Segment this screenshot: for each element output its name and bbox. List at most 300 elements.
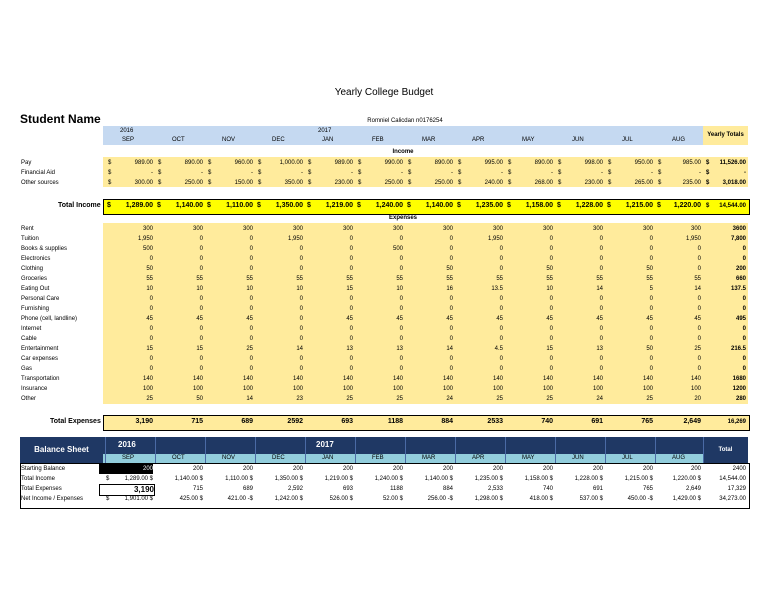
expense-cell[interactable]: 45 (546, 316, 553, 322)
expense-cell[interactable]: 13 (396, 346, 403, 352)
expense-cell[interactable]: 10 (146, 286, 153, 292)
expense-cell[interactable]: 0 (349, 246, 353, 252)
expense-cell[interactable]: 0 (199, 256, 203, 262)
income-cell[interactable]: - (151, 170, 153, 176)
balance-cell[interactable]: 1,298.00 $ (474, 496, 503, 502)
expense-cell[interactable]: 0 (697, 366, 701, 372)
balance-cell[interactable]: 2,592 (287, 486, 303, 492)
expense-cell[interactable]: 0 (549, 246, 553, 252)
expense-cell[interactable]: 0 (199, 366, 203, 372)
expense-cell[interactable]: 300 (542, 226, 553, 232)
expense-cell[interactable]: 0 (599, 336, 603, 342)
expense-cell[interactable]: 10 (296, 286, 303, 292)
expense-cell[interactable]: 25 (694, 346, 701, 352)
expense-cell[interactable]: 140 (142, 376, 153, 382)
expense-cell[interactable]: 14 (694, 286, 701, 292)
expense-cell[interactable]: 15 (346, 286, 353, 292)
balance-cell[interactable]: 200 (342, 466, 353, 472)
expense-cell[interactable]: 0 (149, 296, 153, 302)
expense-cell[interactable]: 300 (142, 226, 153, 232)
expense-cell[interactable]: 300 (592, 226, 603, 232)
expense-cell[interactable]: 0 (499, 296, 503, 302)
expense-cell[interactable]: 5 (649, 286, 653, 292)
expense-cell[interactable]: 24 (596, 396, 603, 402)
expense-cell[interactable]: 15 (196, 346, 203, 352)
income-cell[interactable]: 990.00 (384, 160, 403, 166)
expense-cell[interactable]: 0 (199, 326, 203, 332)
expense-cell[interactable]: 10 (546, 286, 553, 292)
expense-cell[interactable]: 25 (246, 346, 253, 352)
income-cell[interactable]: 890.00 (434, 160, 453, 166)
expense-cell[interactable]: 0 (499, 336, 503, 342)
expense-cell[interactable]: 25 (546, 396, 553, 402)
expense-cell[interactable]: 50 (646, 346, 653, 352)
balance-cell[interactable]: 537.00 $ (579, 496, 603, 502)
balance-cell[interactable]: 3,190 (99, 484, 155, 496)
income-cell[interactable]: - (601, 170, 603, 176)
balance-cell[interactable]: 1,140.00 $ (424, 476, 453, 482)
balance-cell[interactable]: 1,220.00 $ (672, 476, 701, 482)
expense-cell[interactable]: 0 (499, 266, 503, 272)
expense-cell[interactable]: 0 (349, 256, 353, 262)
expense-cell[interactable]: 140 (642, 376, 653, 382)
income-cell[interactable]: - (201, 170, 203, 176)
expense-cell[interactable]: 0 (649, 236, 653, 242)
balance-cell[interactable]: 1188 (390, 486, 403, 492)
expense-cell[interactable]: 0 (649, 306, 653, 312)
expense-cell[interactable]: 0 (399, 296, 403, 302)
expense-cell[interactable]: 0 (299, 356, 303, 362)
income-cell[interactable]: - (301, 170, 303, 176)
expense-cell[interactable]: 300 (192, 226, 203, 232)
expense-cell[interactable]: 140 (592, 376, 603, 382)
expense-cell[interactable]: 13.5 (491, 286, 503, 292)
expense-cell[interactable]: 50 (646, 266, 653, 272)
expense-cell[interactable]: 55 (496, 276, 503, 282)
balance-cell[interactable]: 1,110.00 $ (225, 476, 253, 482)
expense-cell[interactable]: 100 (142, 386, 153, 392)
balance-cell[interactable]: 52.00 $ (382, 496, 403, 502)
expense-cell[interactable]: 45 (346, 316, 353, 322)
expense-cell[interactable]: 140 (542, 376, 553, 382)
expense-cell[interactable]: 140 (392, 376, 403, 382)
expense-cell[interactable]: 0 (249, 256, 253, 262)
income-cell[interactable]: 235.00 (682, 180, 701, 186)
expense-cell[interactable]: 100 (392, 386, 403, 392)
expense-cell[interactable]: 0 (599, 246, 603, 252)
income-cell[interactable]: - (401, 170, 403, 176)
income-cell[interactable]: 300.00 (134, 180, 153, 186)
expense-cell[interactable]: 0 (249, 306, 253, 312)
balance-cell[interactable]: 740 (542, 486, 553, 492)
expense-cell[interactable]: 0 (149, 256, 153, 262)
balance-cell[interactable]: 1,429.00 $ (672, 496, 701, 502)
expense-cell[interactable]: 0 (649, 356, 653, 362)
expense-cell[interactable]: 140 (192, 376, 203, 382)
balance-cell[interactable]: 418.00 $ (529, 496, 553, 502)
balance-cell[interactable]: 421.00 -$ (227, 496, 253, 502)
expense-cell[interactable]: 0 (449, 246, 453, 252)
expense-cell[interactable]: 300 (690, 226, 701, 232)
expense-cell[interactable]: 1,950 (287, 236, 303, 242)
income-cell[interactable]: 985.00 (682, 160, 701, 166)
expense-cell[interactable]: 0 (249, 246, 253, 252)
expense-cell[interactable]: 0 (299, 296, 303, 302)
expense-cell[interactable]: 140 (292, 376, 303, 382)
expense-cell[interactable]: 0 (697, 336, 701, 342)
expense-cell[interactable]: 0 (299, 246, 303, 252)
expense-cell[interactable]: 0 (299, 366, 303, 372)
expense-cell[interactable]: 0 (697, 256, 701, 262)
balance-cell[interactable]: 693 (342, 486, 353, 492)
balance-cell[interactable]: 1,158.00 $ (524, 476, 553, 482)
expense-cell[interactable]: 0 (599, 236, 603, 242)
income-cell[interactable]: 998.00 (584, 160, 603, 166)
expense-cell[interactable]: 140 (242, 376, 253, 382)
expense-cell[interactable]: 45 (694, 316, 701, 322)
expense-cell[interactable]: 55 (296, 276, 303, 282)
expense-cell[interactable]: 55 (446, 276, 453, 282)
balance-cell[interactable]: 1,289.00 $ (124, 476, 153, 482)
expense-cell[interactable]: 23 (296, 396, 303, 402)
expense-cell[interactable]: 25 (396, 396, 403, 402)
expense-cell[interactable]: 55 (546, 276, 553, 282)
expense-cell[interactable]: 0 (299, 306, 303, 312)
expense-cell[interactable]: 50 (446, 266, 453, 272)
expense-cell[interactable]: 50 (546, 266, 553, 272)
income-cell[interactable]: 230.00 (334, 180, 353, 186)
expense-cell[interactable]: 0 (549, 336, 553, 342)
expense-cell[interactable]: 0 (649, 296, 653, 302)
expense-cell[interactable]: 0 (599, 326, 603, 332)
expense-cell[interactable]: 300 (642, 226, 653, 232)
expense-cell[interactable]: 20 (694, 396, 701, 402)
expense-cell[interactable]: 0 (649, 256, 653, 262)
balance-cell[interactable]: 1,140.00 $ (174, 476, 203, 482)
income-cell[interactable]: - (451, 170, 453, 176)
expense-cell[interactable]: 0 (399, 266, 403, 272)
expense-cell[interactable]: 0 (697, 306, 701, 312)
income-cell[interactable]: 995.00 (484, 160, 503, 166)
expense-cell[interactable]: 45 (146, 316, 153, 322)
income-cell[interactable]: - (351, 170, 353, 176)
expense-cell[interactable]: 55 (346, 276, 353, 282)
expense-cell[interactable]: 25 (146, 396, 153, 402)
income-cell[interactable]: - (651, 170, 653, 176)
balance-cell[interactable]: 200 (242, 466, 253, 472)
expense-cell[interactable]: 0 (249, 336, 253, 342)
income-cell[interactable]: 150.00 (234, 180, 253, 186)
expense-cell[interactable]: 0 (449, 256, 453, 262)
expense-cell[interactable]: 0 (399, 256, 403, 262)
expense-cell[interactable]: 15 (146, 346, 153, 352)
expense-cell[interactable]: 55 (396, 276, 403, 282)
expense-cell[interactable]: 13 (596, 346, 603, 352)
income-cell[interactable]: 989.00 (334, 160, 353, 166)
expense-cell[interactable]: 0 (349, 336, 353, 342)
income-cell[interactable]: 989.00 (134, 160, 153, 166)
expense-cell[interactable]: 0 (399, 306, 403, 312)
balance-cell[interactable]: 200 (492, 466, 503, 472)
expense-cell[interactable]: 25 (496, 396, 503, 402)
balance-cell[interactable]: 1,242.00 $ (274, 496, 303, 502)
balance-cell[interactable]: 1,350.00 $ (274, 476, 303, 482)
expense-cell[interactable]: 50 (146, 266, 153, 272)
expense-cell[interactable]: 55 (196, 276, 203, 282)
balance-cell[interactable]: 200 (192, 466, 203, 472)
expense-cell[interactable]: 0 (199, 306, 203, 312)
expense-cell[interactable]: 45 (396, 316, 403, 322)
expense-cell[interactable]: 0 (649, 246, 653, 252)
expense-cell[interactable]: 55 (694, 276, 701, 282)
expense-cell[interactable]: 0 (249, 266, 253, 272)
balance-cell[interactable]: 425.00 $ (179, 496, 203, 502)
expense-cell[interactable]: 0 (199, 236, 203, 242)
income-cell[interactable]: 1,000.00 (279, 160, 303, 166)
income-cell[interactable]: 890.00 (184, 160, 203, 166)
income-cell[interactable]: 960.00 (234, 160, 253, 166)
expense-cell[interactable]: 55 (246, 276, 253, 282)
income-cell[interactable]: - (699, 170, 701, 176)
expense-cell[interactable]: 100 (642, 386, 653, 392)
expense-cell[interactable]: 45 (446, 316, 453, 322)
balance-cell[interactable]: 200 (292, 466, 303, 472)
expense-cell[interactable]: 45 (196, 316, 203, 322)
expense-cell[interactable]: 50 (196, 396, 203, 402)
balance-cell[interactable]: 200 (690, 466, 701, 472)
expense-cell[interactable]: 0 (697, 296, 701, 302)
expense-cell[interactable]: 0 (499, 356, 503, 362)
expense-cell[interactable]: 140 (342, 376, 353, 382)
expense-cell[interactable]: 10 (196, 286, 203, 292)
expense-cell[interactable]: 500 (142, 246, 153, 252)
expense-cell[interactable]: 55 (146, 276, 153, 282)
income-cell[interactable]: - (251, 170, 253, 176)
balance-cell[interactable]: 1,228.00 $ (574, 476, 603, 482)
expense-cell[interactable]: 100 (592, 386, 603, 392)
expense-cell[interactable]: 140 (442, 376, 453, 382)
expense-cell[interactable]: 45 (496, 316, 503, 322)
balance-cell[interactable]: 200 (592, 466, 603, 472)
expense-cell[interactable]: 0 (399, 336, 403, 342)
balance-cell[interactable]: 1,901.00 $ (124, 496, 153, 502)
expense-cell[interactable]: 100 (242, 386, 253, 392)
expense-cell[interactable]: 100 (492, 386, 503, 392)
balance-cell[interactable]: 200 (99, 464, 153, 474)
expense-cell[interactable]: 300 (492, 226, 503, 232)
expense-cell[interactable]: 10 (246, 286, 253, 292)
expense-cell[interactable]: 100 (542, 386, 553, 392)
expense-cell[interactable]: 10 (396, 286, 403, 292)
expense-cell[interactable]: 55 (596, 276, 603, 282)
expense-cell[interactable]: 0 (299, 256, 303, 262)
expense-cell[interactable]: 25 (646, 396, 653, 402)
balance-cell[interactable]: 1,235.00 $ (474, 476, 503, 482)
expense-cell[interactable]: 0 (599, 296, 603, 302)
expense-cell[interactable]: 0 (199, 246, 203, 252)
expense-cell[interactable]: 0 (299, 326, 303, 332)
expense-cell[interactable]: 0 (199, 356, 203, 362)
expense-cell[interactable]: 1,950 (487, 236, 503, 242)
balance-cell[interactable]: 689 (242, 486, 253, 492)
expense-cell[interactable]: 0 (697, 326, 701, 332)
expense-cell[interactable]: 0 (349, 296, 353, 302)
expense-cell[interactable]: 0 (299, 336, 303, 342)
expense-cell[interactable]: 0 (697, 356, 701, 362)
expense-cell[interactable]: 0 (549, 366, 553, 372)
expense-cell[interactable]: 100 (442, 386, 453, 392)
expense-cell[interactable]: 1,950 (137, 236, 153, 242)
expense-cell[interactable]: 0 (449, 296, 453, 302)
expense-cell[interactable]: 45 (596, 316, 603, 322)
expense-cell[interactable]: 300 (442, 226, 453, 232)
expense-cell[interactable]: 0 (499, 246, 503, 252)
balance-cell[interactable]: 2,533 (487, 486, 503, 492)
expense-cell[interactable]: 45 (246, 316, 253, 322)
student-name[interactable]: Romniel Calicdan n0176254 (367, 118, 443, 124)
balance-cell[interactable]: 200 (442, 466, 453, 472)
income-cell[interactable]: 230.00 (584, 180, 603, 186)
expense-cell[interactable]: 0 (349, 266, 353, 272)
income-cell[interactable]: 950.00 (634, 160, 653, 166)
expense-cell[interactable]: 0 (599, 366, 603, 372)
expense-cell[interactable]: 0 (549, 236, 553, 242)
expense-cell[interactable]: 300 (342, 226, 353, 232)
expense-cell[interactable]: 0 (299, 266, 303, 272)
income-cell[interactable]: 250.00 (184, 180, 203, 186)
balance-cell[interactable]: 1,215.00 $ (624, 476, 653, 482)
expense-cell[interactable]: 45 (646, 316, 653, 322)
expense-cell[interactable]: 0 (449, 336, 453, 342)
expense-cell[interactable]: 140 (690, 376, 701, 382)
expense-cell[interactable]: 0 (499, 366, 503, 372)
balance-cell[interactable]: 200 (542, 466, 553, 472)
expense-cell[interactable]: 0 (549, 326, 553, 332)
expense-cell[interactable]: 0 (249, 236, 253, 242)
expense-cell[interactable]: 300 (392, 226, 403, 232)
balance-cell[interactable]: 450.00 -$ (627, 496, 653, 502)
expense-cell[interactable]: 0 (249, 366, 253, 372)
expense-cell[interactable]: 13 (346, 346, 353, 352)
balance-cell[interactable]: 765 (642, 486, 653, 492)
expense-cell[interactable]: 0 (249, 356, 253, 362)
expense-cell[interactable]: 0 (649, 326, 653, 332)
expense-cell[interactable]: 300 (242, 226, 253, 232)
balance-cell[interactable]: 1,240.00 $ (374, 476, 403, 482)
expense-cell[interactable]: 0 (649, 336, 653, 342)
expense-cell[interactable]: 0 (599, 306, 603, 312)
expense-cell[interactable]: 0 (349, 326, 353, 332)
expense-cell[interactable]: 140 (492, 376, 503, 382)
expense-cell[interactable]: 0 (149, 356, 153, 362)
balance-cell[interactable]: 526.00 $ (329, 496, 353, 502)
expense-cell[interactable]: 0 (499, 306, 503, 312)
expense-cell[interactable]: 0 (399, 356, 403, 362)
income-cell[interactable]: 250.00 (434, 180, 453, 186)
expense-cell[interactable]: 0 (249, 326, 253, 332)
expense-cell[interactable]: 500 (392, 246, 403, 252)
expense-cell[interactable]: 0 (349, 236, 353, 242)
income-cell[interactable]: 250.00 (384, 180, 403, 186)
expense-cell[interactable]: 0 (549, 306, 553, 312)
income-cell[interactable]: - (551, 170, 553, 176)
expense-cell[interactable]: 0 (399, 366, 403, 372)
balance-cell[interactable]: 884 (442, 486, 453, 492)
expense-cell[interactable]: 0 (599, 356, 603, 362)
expense-cell[interactable]: 0 (697, 246, 701, 252)
expense-cell[interactable]: 0 (449, 326, 453, 332)
expense-cell[interactable]: 14 (446, 346, 453, 352)
expense-cell[interactable]: 0 (499, 256, 503, 262)
income-cell[interactable]: 268.00 (534, 180, 553, 186)
expense-cell[interactable]: 15 (546, 346, 553, 352)
expense-cell[interactable]: 0 (199, 336, 203, 342)
expense-cell[interactable]: 0 (399, 326, 403, 332)
expense-cell[interactable]: 0 (697, 266, 701, 272)
expense-cell[interactable]: 25 (346, 396, 353, 402)
balance-cell[interactable]: 691 (592, 486, 603, 492)
balance-cell[interactable]: 256.00 -$ (427, 496, 453, 502)
expense-cell[interactable]: 300 (292, 226, 303, 232)
balance-cell[interactable]: 200 (392, 466, 403, 472)
expense-cell[interactable]: 0 (299, 316, 303, 322)
expense-cell[interactable]: 100 (192, 386, 203, 392)
balance-cell[interactable]: 1,219.00 $ (324, 476, 353, 482)
income-cell[interactable]: 350.00 (284, 180, 303, 186)
expense-cell[interactable]: 0 (499, 326, 503, 332)
expense-cell[interactable]: 4.5 (494, 346, 503, 352)
expense-cell[interactable]: 24 (446, 396, 453, 402)
expense-cell[interactable]: 0 (349, 366, 353, 372)
expense-cell[interactable]: 0 (599, 256, 603, 262)
expense-cell[interactable]: 0 (549, 356, 553, 362)
expense-cell[interactable]: 0 (149, 326, 153, 332)
expense-cell[interactable]: 0 (149, 306, 153, 312)
expense-cell[interactable]: 14 (246, 396, 253, 402)
expense-cell[interactable]: 0 (449, 356, 453, 362)
expense-cell[interactable]: 0 (149, 366, 153, 372)
expense-cell[interactable]: 0 (149, 336, 153, 342)
expense-cell[interactable]: 0 (449, 236, 453, 242)
expense-cell[interactable]: 14 (296, 346, 303, 352)
income-cell[interactable]: - (501, 170, 503, 176)
expense-cell[interactable]: 0 (349, 306, 353, 312)
expense-cell[interactable]: 0 (199, 296, 203, 302)
balance-cell[interactable]: 200 (642, 466, 653, 472)
balance-cell[interactable]: 2,649 (685, 486, 701, 492)
expense-cell[interactable]: 0 (249, 296, 253, 302)
expense-cell[interactable]: 55 (646, 276, 653, 282)
expense-cell[interactable]: 0 (449, 306, 453, 312)
balance-cell[interactable]: 715 (192, 486, 203, 492)
expense-cell[interactable]: 0 (349, 356, 353, 362)
income-cell[interactable]: 240.00 (484, 180, 503, 186)
income-cell[interactable]: 265.00 (634, 180, 653, 186)
expense-cell[interactable]: 1,950 (685, 236, 701, 242)
expense-cell[interactable]: 16 (446, 286, 453, 292)
expense-cell[interactable]: 100 (690, 386, 701, 392)
expense-cell[interactable]: 0 (599, 266, 603, 272)
expense-cell[interactable]: 0 (199, 266, 203, 272)
expense-cell[interactable]: 100 (342, 386, 353, 392)
expense-cell[interactable]: 0 (449, 366, 453, 372)
expense-cell[interactable]: 0 (649, 366, 653, 372)
income-cell[interactable]: 890.00 (534, 160, 553, 166)
expense-cell[interactable]: 0 (549, 296, 553, 302)
expense-cell[interactable]: 0 (399, 236, 403, 242)
expense-cell[interactable]: 14 (596, 286, 603, 292)
expense-cell[interactable]: 0 (549, 256, 553, 262)
